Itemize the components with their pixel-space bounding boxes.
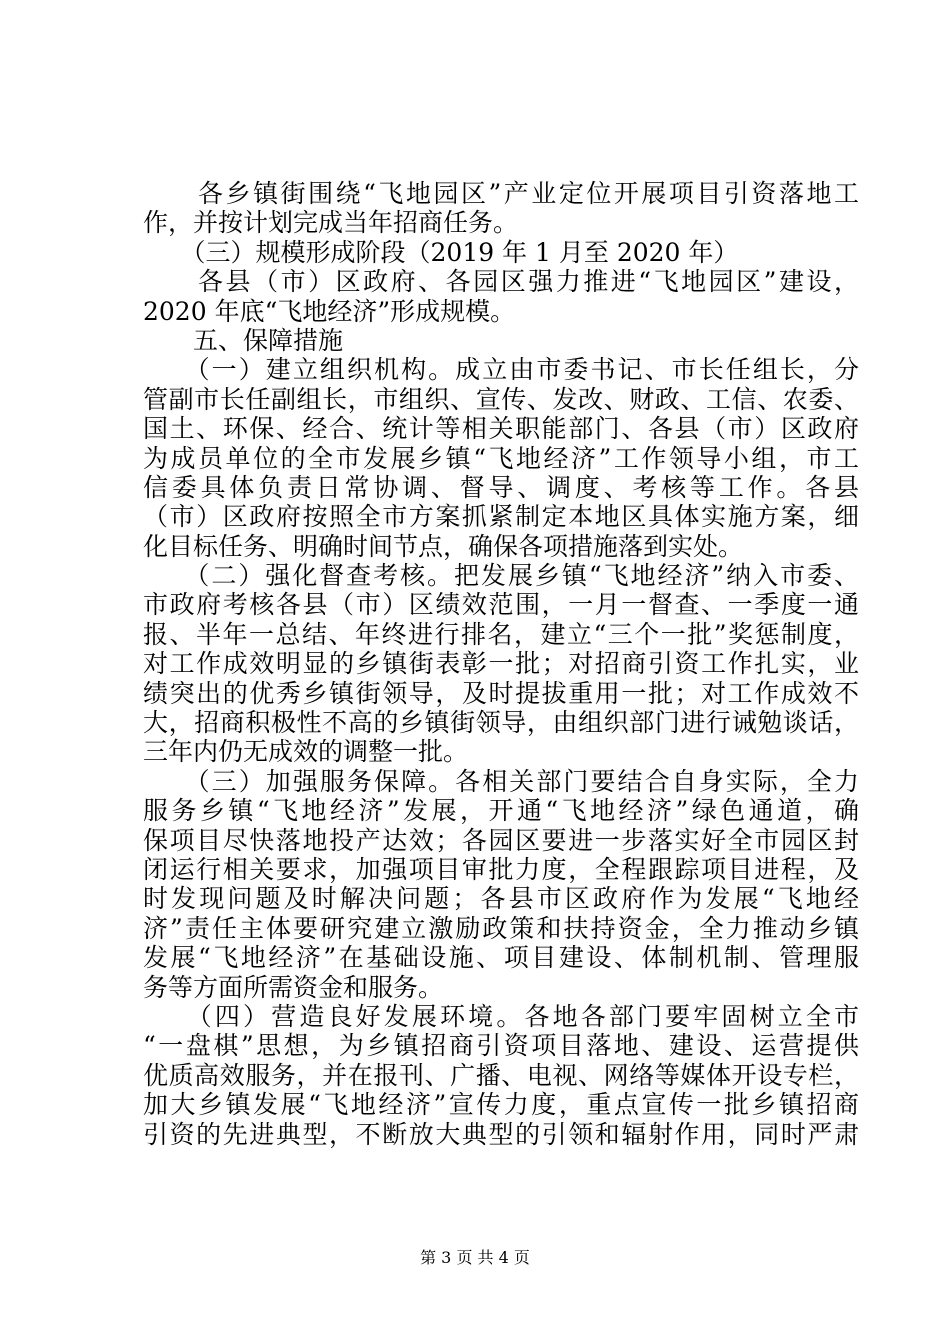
text-line: 管副市长任副组长，市组织、宣传、发改、财政、工信、农委、 [143,384,859,414]
text-line: 市政府考核各县（市）区绩效范围，一月一督查、一季度一通 [143,590,859,620]
text-line: 绩突出的优秀乡镇街领导，及时提拔重用一批；对工作成效不 [143,678,859,708]
body-text [143,179,859,1149]
text-line: 2020 年底“飞地经济”形成规模。 [143,296,516,326]
text-line: 国土、环保、经合、统计等相关职能部门、各县（市）区政府 [143,414,859,444]
text-line: （三）规模形成阶段（2019 年 1 月至 2020 年） [143,237,739,267]
text-line: （三）加强服务保障。各相关部门要结合自身实际，全力 [143,766,859,796]
text-line: 报、半年一总结、年终进行排名，建立“三个一批”奖惩制度， [143,619,859,649]
text-line: （四）营造良好发展环境。各地各部门要牢固树立全市 [143,1001,859,1031]
text-line: 信委具体负责日常协调、督导、调度、考核等工作。各县 [143,472,859,502]
text-line: 闭运行相关要求，加强项目审批力度，全程跟踪项目进程，及 [143,854,859,884]
text-line: 三年内仍无成效的调整一批。 [143,737,469,767]
text-line: 对工作成效明显的乡镇街表彰一批；对招商引资工作扎实，业 [143,649,859,679]
text-line: 为成员单位的全市发展乡镇“飞地经济”工作领导小组，市工 [143,443,859,473]
text-line: （二）强化督查考核。把发展乡镇“飞地经济”纳入市委、 [143,561,859,591]
page-footer: 第 3 页 共 4 页 [420,1248,530,1267]
text-line: 化目标任务、明确时间节点，确保各项措施落到实处。 [143,531,744,561]
text-line: 大，招商积极性不高的乡镇街领导，由组织部门进行诫勉谈话， [143,708,859,738]
text-line: 保项目尽快落地投产达效；各园区要进一步落实好全市园区封 [143,825,859,855]
text-line: 引资的先进典型，不断放大典型的引领和辐射作用，同时严肃 [143,1119,859,1149]
text-line: 时发现问题及时解决问题；各县市区政府作为发展“飞地经 [143,884,859,914]
text-line: 发展“飞地经济”在基础设施、项目建设、体制机制、管理服 [143,943,859,973]
text-line: 服务乡镇“飞地经济”发展，开通“飞地经济”绿色通道，确 [143,796,859,826]
text-line: 加大乡镇发展“飞地经济”宣传力度，重点宣传一批乡镇招商 [143,1090,859,1120]
text-line: （市）区政府按照全市方案抓紧制定本地区具体实施方案，细 [143,502,859,532]
text-line: 务等方面所需资金和服务。 [143,972,444,1002]
text-line: 五、保障措施 [143,325,344,355]
text-line: 各县（市）区政府、各园区强力推进“飞地园区”建设， [143,267,859,297]
text-line: 作，并按计划完成当年招商任务。 [143,208,519,238]
text-line: 济”责任主体要研究建立激励政策和扶持资金，全力推动乡镇 [143,913,859,943]
text-line: “一盘棋”思想，为乡镇招商引资项目落地、建设、运营提供 [143,1031,859,1061]
text-line: （一）建立组织机构。成立由市委书记、市长任组长，分 [143,355,859,385]
text-line: 各乡镇街围绕“飞地园区”产业定位开展项目引资落地工 [143,179,859,208]
text-line: 优质高效服务，并在报刊、广播、电视、网络等媒体开设专栏， [143,1060,859,1090]
